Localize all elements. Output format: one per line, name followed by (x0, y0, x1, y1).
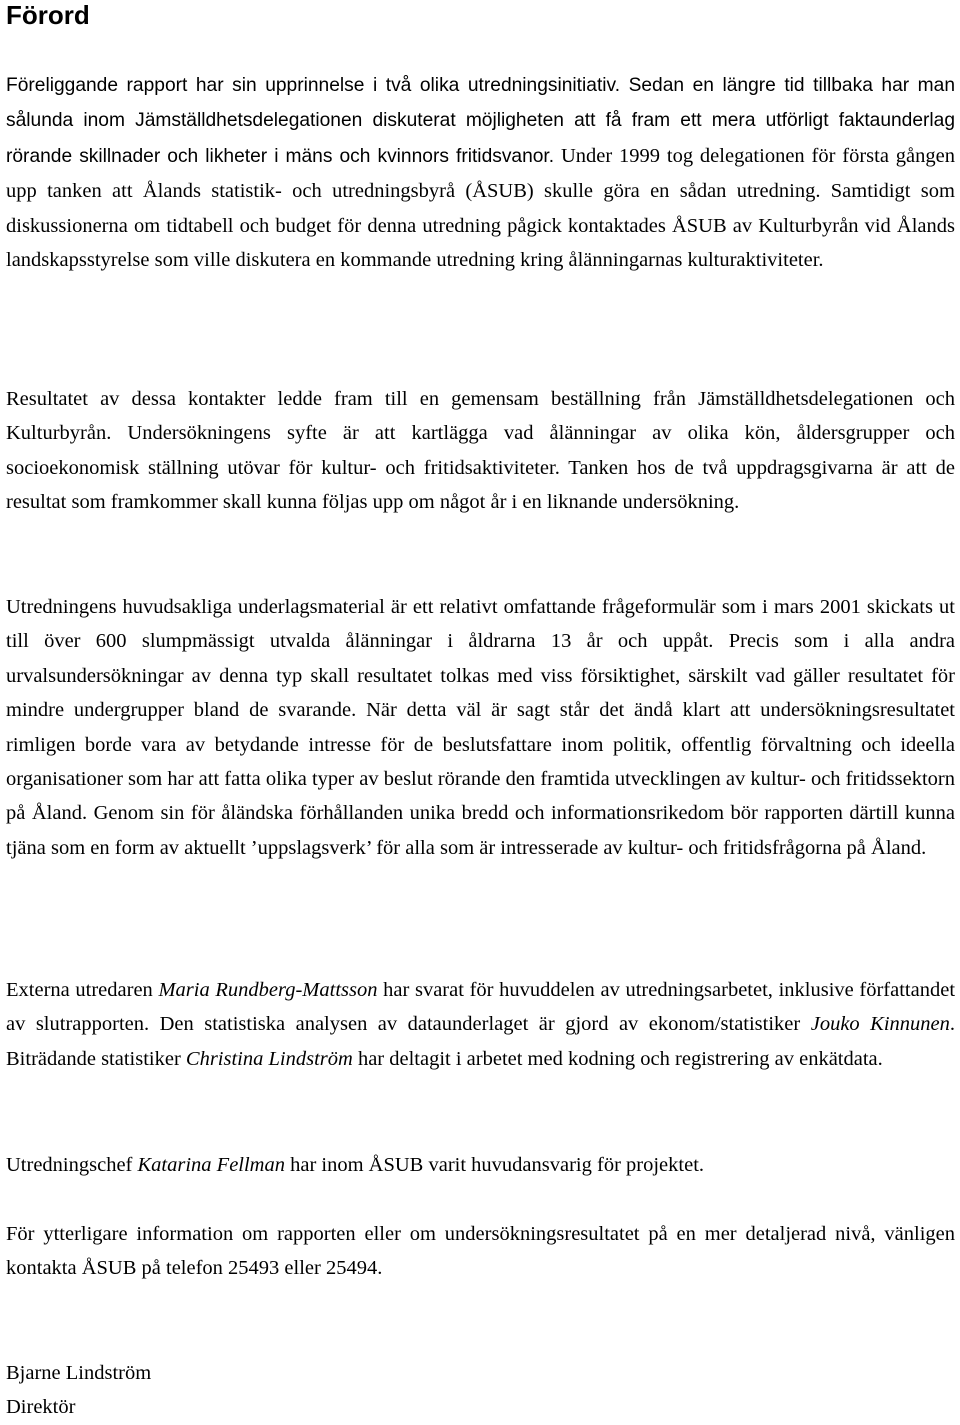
paragraph-5 (6, 1148, 955, 1182)
person-name-lindstrom: Christina Lindström (185, 1047, 353, 1070)
paragraph-5-text-2: har inom ÅSUB varit huvudansvarig för projektet. (284, 1154, 705, 1176)
signature-role: Direktör (6, 1396, 76, 1419)
paragraph-4-text-4: har deltagit i arbetet med kodning och registrering av enkätdata. (352, 1047, 883, 1070)
paragraph-5-text-1: Utredningschef (6, 1154, 138, 1176)
person-name-fellman: Katarina Fellman (137, 1154, 285, 1176)
paragraph-6: För ytterligare information om rapporten eller om undersökningsresultatet på en mer detaljerad nivå, vänligen kontakta ÅSUB på telefon 25493 eller 25494. (6, 1223, 955, 1280)
person-name-kinnunen: Jouko Kinnunen (810, 1013, 950, 1036)
page-title: Förord (6, 0, 90, 30)
signature-block (6, 1356, 406, 1425)
paragraph-4 (6, 973, 955, 1076)
paragraph-4-text-1: Externa utredaren (6, 979, 159, 1001)
paragraph-1-part-a: Föreliggande rapport har sin upprinnelse i två olika utredningsinitiativ. Sedan en längre tid tillbaka har man sålunda inom Jämställdhetsdelegationen diskuterat möjligheten att få fram ett mera utförligt faktaunderlag rörande skillnader och likheter i mäns och kvinnors fritidsvanor. (6, 75, 955, 167)
paragraph-4-text-2: har svarat för huvuddelen av utredningsarbetet, inklusive författandet av slutrapporten. Den statistiska analysen av dataunderlaget är gjord av ekonom/statistiker (6, 979, 956, 1036)
paragraph-1 (6, 68, 955, 277)
paragraph-4-text-3: . Biträdande statistiker (6, 1013, 955, 1070)
document-page (6, 0, 956, 1419)
paragraph-2: Resultatet av dessa kontakter ledde fram till en gemensam beställning från Jämställdhetsdelegationen och Kulturbyrån. Undersökningens syfte är att kartlägga vad ålänningar av olika kön, åldersgrupper och socioekonomisk ställning utövar för kultur- och fritidsaktiviteter. Tanken hos de två uppdragsgivarna är att de resultat som framkommer skall kunna följas upp om något år i en liknande undersökning. (6, 388, 955, 514)
signature-name: Bjarne Lindström (6, 1362, 152, 1384)
person-name-rundberg: Maria Rundberg-Mattsson (158, 979, 378, 1001)
paragraph-3: Utredningens huvudsakliga underlagsmaterial är ett relativt omfattande frågeformulär som i mars 2001 skickats ut till över 600 slumpmässigt utvalda ålänningar i åldrarna 13 år och uppåt. Precis som i alla andra urvalsundersökningar av denna typ skall resultatet tolkas med viss försiktighet, särskilt vad gäller resultatet för mindre undergrupper bland de svarande. När detta väl är sagt står det ändå klart att undersökningsresultatet rimligen borde vara av betydande intresse för de beslutsfattare inom politik, offentlig förvaltning och ideella organisationer som har att fatta olika typer av beslut rörande den framtida utvecklingen av kultur- och fritidssektorn på Åland. Genom sin för åländska förhållanden unika bredd och informationsrikedom bör rapporten därtill kunna tjäna som en form av aktuellt ’uppslagsverk’ för alla som är intresserade av kultur- och fritidsfrågorna på Åland. (6, 596, 955, 859)
paragraph-1-part-b: Under 1999 tog delegationen för första gången upp tanken att Ålands statistik- och utredningsbyrå (ÅSUB) skulle göra en sådan utredning. Samtidigt som diskussionerna om tidtabell och budget för denna utredning pågick kontaktades ÅSUB av Kulturbyrån vid Ålands landskapsstyrelse som ville diskutera en kommande utredning kring ålänningarnas kulturaktiviteter. (6, 144, 955, 272)
